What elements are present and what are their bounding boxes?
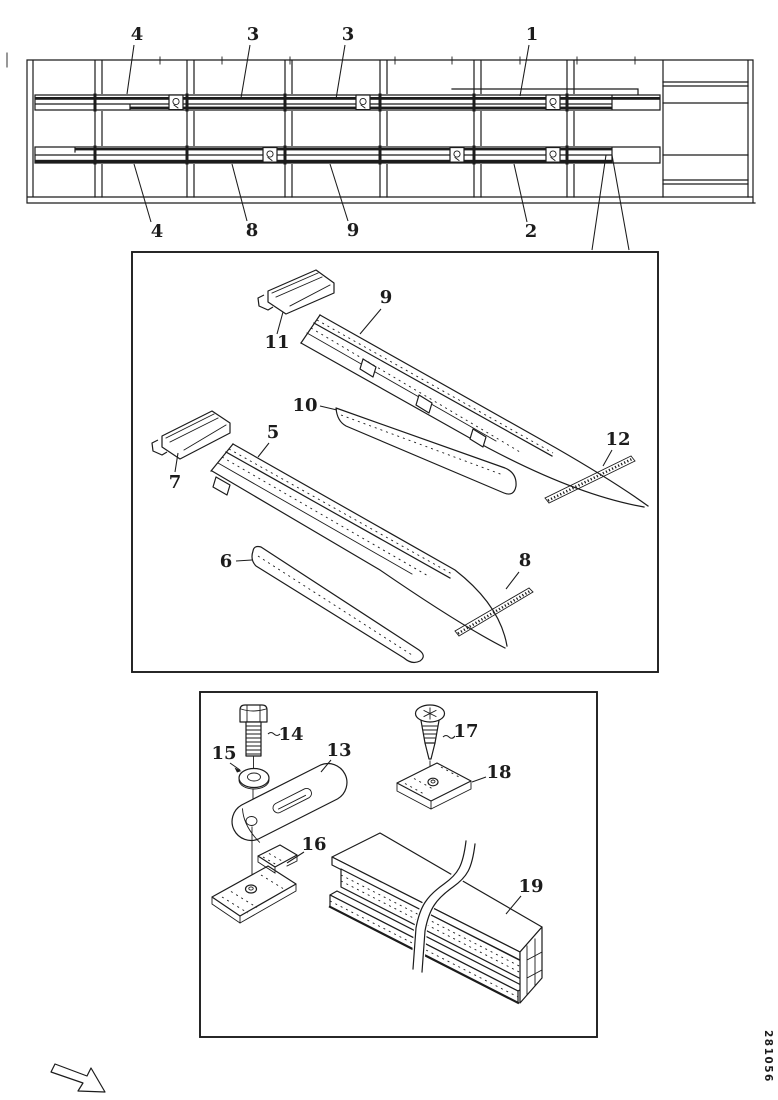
callout-part-8 bbox=[506, 550, 531, 589]
callout-label: 5 bbox=[266, 422, 280, 443]
part-19-profile-drawing bbox=[330, 833, 542, 1003]
lower-subframe-rail bbox=[35, 146, 660, 164]
callout-part-14 bbox=[268, 724, 304, 745]
callout-label: 9 bbox=[379, 287, 393, 308]
callout-label: 4 bbox=[130, 24, 144, 45]
callout-label: 13 bbox=[326, 740, 352, 761]
callout-part-6 bbox=[220, 551, 252, 572]
callout-main-3-right bbox=[336, 24, 354, 99]
part-8-strip-drawing bbox=[455, 588, 533, 636]
callout-main-3-left bbox=[241, 24, 259, 98]
callout-label: 11 bbox=[264, 332, 290, 353]
upper-subframe-rail bbox=[35, 89, 660, 111]
rear-section-bars bbox=[663, 82, 748, 184]
callout-label: 1 bbox=[525, 24, 539, 45]
callout-label: 9 bbox=[346, 220, 360, 241]
callout-part-5 bbox=[258, 422, 279, 457]
part-11-bracket-drawing bbox=[258, 270, 334, 314]
callout-label: 7 bbox=[168, 472, 182, 493]
callout-main-4-top bbox=[127, 24, 143, 94]
frame-top-view-drawing bbox=[7, 24, 755, 250]
callout-label: 16 bbox=[301, 834, 327, 855]
callout-label: 6 bbox=[219, 551, 233, 572]
callout-label: 3 bbox=[341, 24, 355, 45]
callout-label: 3 bbox=[246, 24, 260, 45]
callout-part-9 bbox=[360, 287, 392, 334]
callout-label: 4 bbox=[150, 221, 164, 242]
callout-label: 2 bbox=[524, 221, 538, 242]
part-12-strip-drawing bbox=[545, 456, 635, 503]
detail-box-fasteners bbox=[200, 692, 597, 1037]
direction-arrow-icon bbox=[51, 1064, 105, 1092]
callout-part-15 bbox=[211, 743, 241, 773]
callout-label: 15 bbox=[211, 743, 237, 764]
callout-part-11 bbox=[264, 312, 289, 353]
callout-part-16 bbox=[287, 834, 327, 863]
part-16-plate-drawing bbox=[212, 845, 297, 923]
detail-box-parts bbox=[132, 252, 658, 672]
callout-label: 19 bbox=[518, 876, 544, 897]
callout-label: 12 bbox=[605, 429, 631, 450]
callout-label: 17 bbox=[453, 721, 479, 742]
callout-label: 18 bbox=[486, 762, 512, 783]
part-18-nut-plate-drawing bbox=[397, 763, 471, 809]
callout-part-18 bbox=[472, 762, 512, 783]
figure-id-label: 281056 bbox=[762, 1030, 774, 1083]
callout-part-19 bbox=[506, 876, 544, 914]
callout-label: 14 bbox=[278, 724, 304, 745]
part-6-strip-drawing bbox=[252, 547, 423, 663]
crossmembers bbox=[95, 61, 748, 197]
part-7-bracket-drawing bbox=[152, 411, 230, 459]
callout-label: 10 bbox=[292, 395, 318, 416]
callout-part-12 bbox=[603, 429, 631, 466]
callout-part-10 bbox=[292, 395, 337, 416]
callout-label: 8 bbox=[245, 220, 259, 241]
callout-label: 8 bbox=[518, 550, 532, 571]
callout-part-17 bbox=[443, 721, 479, 742]
part-14-bolt-drawing bbox=[240, 705, 267, 768]
